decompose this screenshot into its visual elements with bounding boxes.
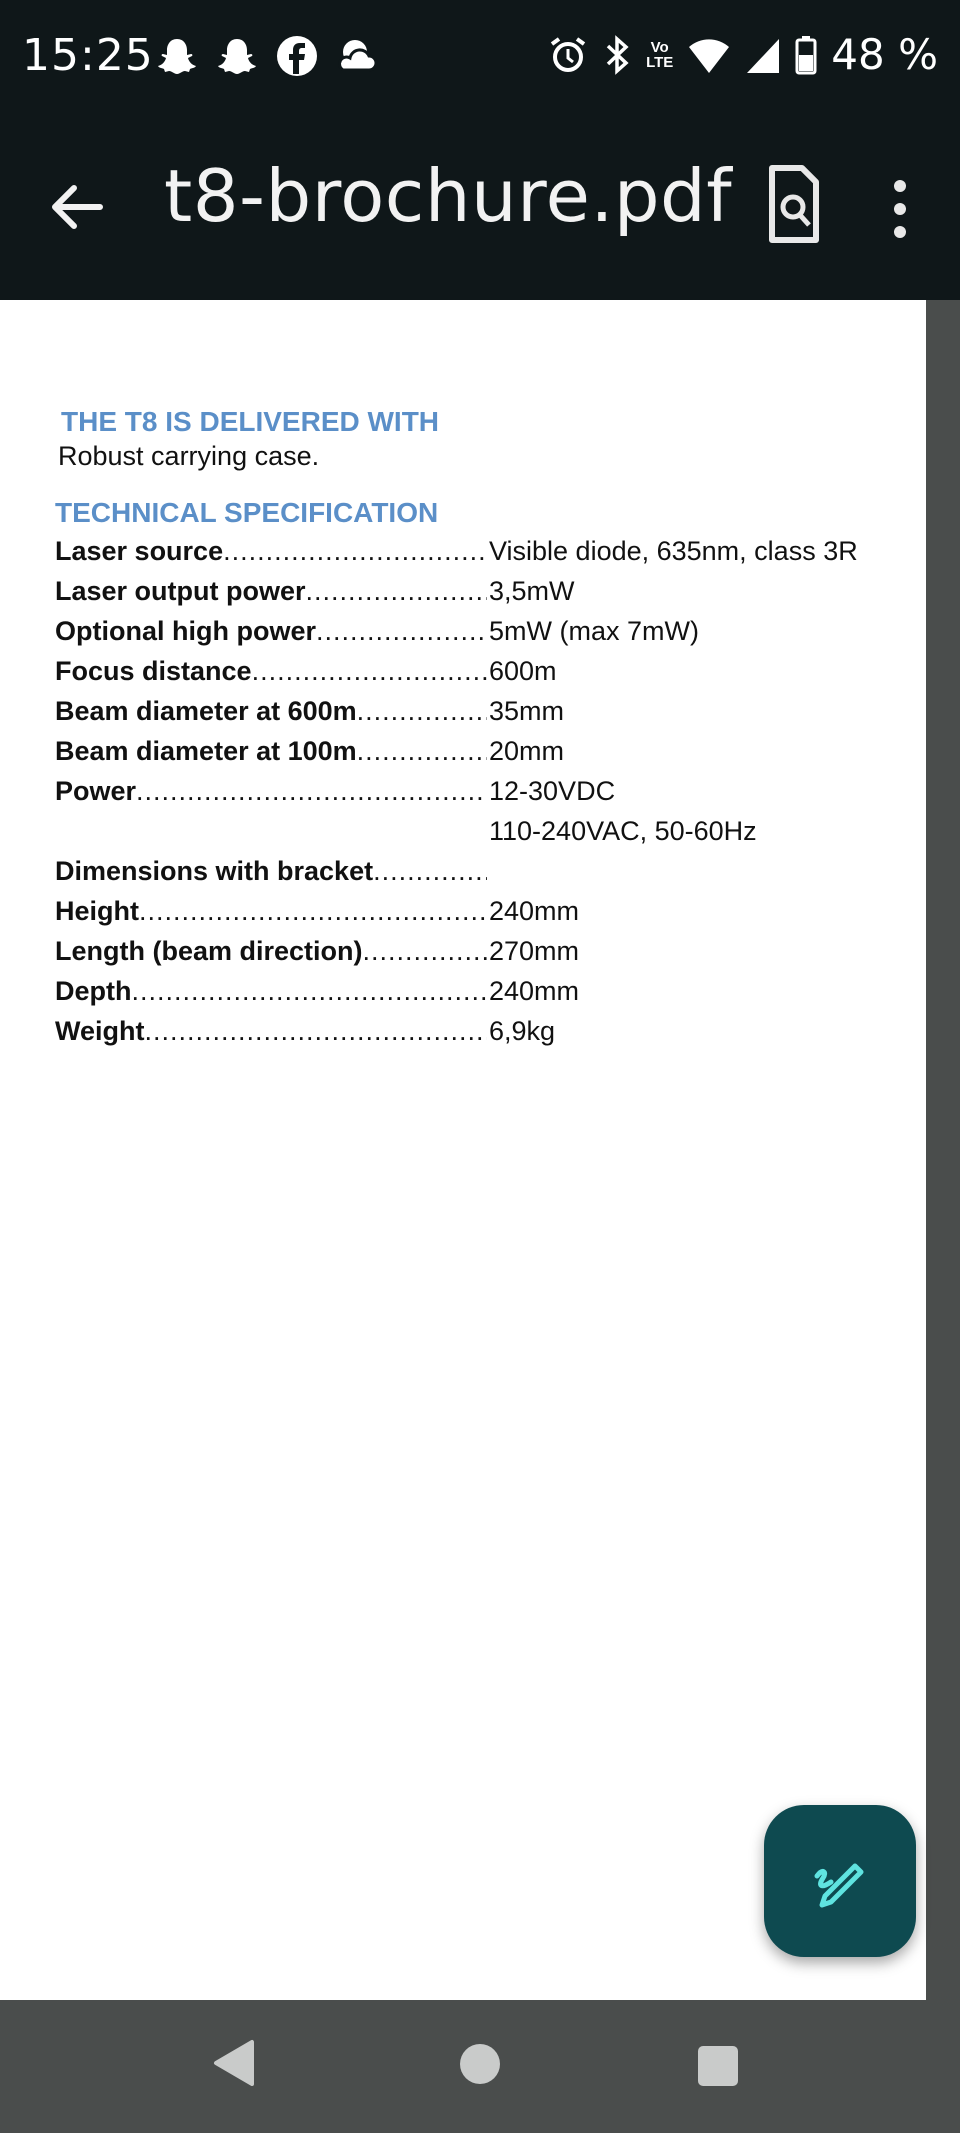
spec-row: [55, 856, 885, 896]
spec-label: Laser source: [55, 536, 224, 566]
spec-label: Beam diameter at 600m: [55, 696, 357, 726]
spec-row: [55, 616, 885, 656]
spec-row: [55, 696, 885, 736]
spec-label: Height: [55, 896, 139, 926]
app-bar: [0, 120, 960, 300]
spec-value: 5mW (max 7mW): [489, 616, 699, 646]
system-icons: [548, 30, 938, 79]
spec-row: [55, 536, 885, 576]
dot-leader: [306, 576, 487, 607]
spec-row: [55, 936, 885, 976]
wifi-icon: [687, 35, 731, 75]
spec-label: Optional high power: [55, 616, 316, 646]
spec-heading: TECHNICAL SPECIFICATION: [55, 497, 439, 528]
battery-percent: 48 %: [831, 30, 938, 79]
pdf-page: [0, 300, 926, 2000]
spec-value: 600m: [489, 656, 557, 686]
arrow-back-icon: [42, 172, 112, 242]
spec-value: 270mm: [489, 936, 580, 966]
spec-label: Depth: [55, 976, 132, 1006]
spec-label: Focus distance: [55, 656, 252, 686]
more-vert-icon: [880, 164, 920, 254]
dot-leader: [145, 1016, 488, 1047]
pdf-viewer[interactable]: [0, 300, 960, 2000]
navigation-bar: [0, 2000, 960, 2133]
volte-icon: Vo LTE: [646, 38, 674, 71]
spec-row: [55, 816, 885, 856]
snapchat-icon: [155, 34, 199, 78]
dot-leader: [316, 616, 487, 647]
spec-label: Weight: [55, 1016, 145, 1046]
spec-label: Power: [55, 776, 137, 806]
spec-value: 3,5mW: [489, 576, 575, 606]
facebook-icon: [275, 34, 319, 78]
dot-leader: [357, 696, 487, 727]
spec-row: [55, 576, 885, 616]
spec-row: [55, 976, 885, 1016]
spec-value: Visible diode, 635nm, class 3R: [489, 536, 858, 566]
nav-back-button[interactable]: [212, 2038, 256, 2093]
bluetooth-icon: [602, 35, 632, 75]
spec-list: [55, 536, 885, 1056]
document-search-icon: [752, 160, 832, 250]
spec-label: Length (beam direction): [55, 936, 363, 966]
nav-home-button[interactable]: [460, 2044, 500, 2084]
find-in-document-button[interactable]: [752, 160, 832, 250]
dot-leader: [132, 976, 488, 1007]
spec-value: 6,9kg: [489, 1016, 556, 1046]
weather-icon: [335, 34, 379, 78]
spec-value: 240mm: [489, 976, 580, 1006]
spec-label: Laser output power: [55, 576, 306, 606]
annotate-fab-button[interactable]: [764, 1805, 916, 1957]
status-bar: [0, 0, 960, 120]
dot-leader: [223, 536, 487, 567]
cell-signal-icon: [745, 35, 781, 75]
nav-recents-button[interactable]: [698, 2046, 738, 2086]
spec-value: 240mm: [489, 896, 580, 926]
dot-leader: [139, 896, 487, 927]
delivered-heading: THE T8 IS DELIVERED WITH: [61, 406, 440, 437]
alarm-icon: [548, 35, 588, 75]
spec-row: [55, 896, 885, 936]
scrollbar[interactable]: [926, 300, 960, 2000]
spec-row: [55, 736, 885, 776]
back-button[interactable]: [42, 172, 112, 242]
spec-label: Dimensions with bracket: [55, 856, 374, 886]
spec-value: 110-240VAC, 50-60Hz: [489, 816, 757, 846]
nav-back-icon: [212, 2038, 256, 2088]
spec-row: [55, 1016, 885, 1056]
battery-icon: [795, 35, 817, 75]
delivered-text: Robust carrying case.: [58, 441, 320, 471]
spec-value: 12-30VDC: [489, 776, 616, 806]
spec-label: Beam diameter at 100m: [55, 736, 357, 766]
dot-leader: [363, 936, 487, 967]
snapchat-icon: [215, 34, 259, 78]
spec-row: [55, 776, 885, 816]
dot-leader: [136, 776, 487, 807]
notification-icons: [155, 34, 379, 78]
spec-value: 20mm: [489, 736, 565, 766]
dot-leader: [373, 856, 487, 887]
document-title: t8-brochure.pdf: [164, 154, 733, 238]
edit-pen-icon: [805, 1846, 875, 1916]
spec-row: [55, 656, 885, 696]
dot-leader: [252, 656, 487, 687]
more-options-button[interactable]: [880, 164, 920, 254]
spec-value: 35mm: [489, 696, 565, 726]
status-time: 15:25: [22, 30, 154, 81]
dot-leader: [357, 736, 487, 767]
